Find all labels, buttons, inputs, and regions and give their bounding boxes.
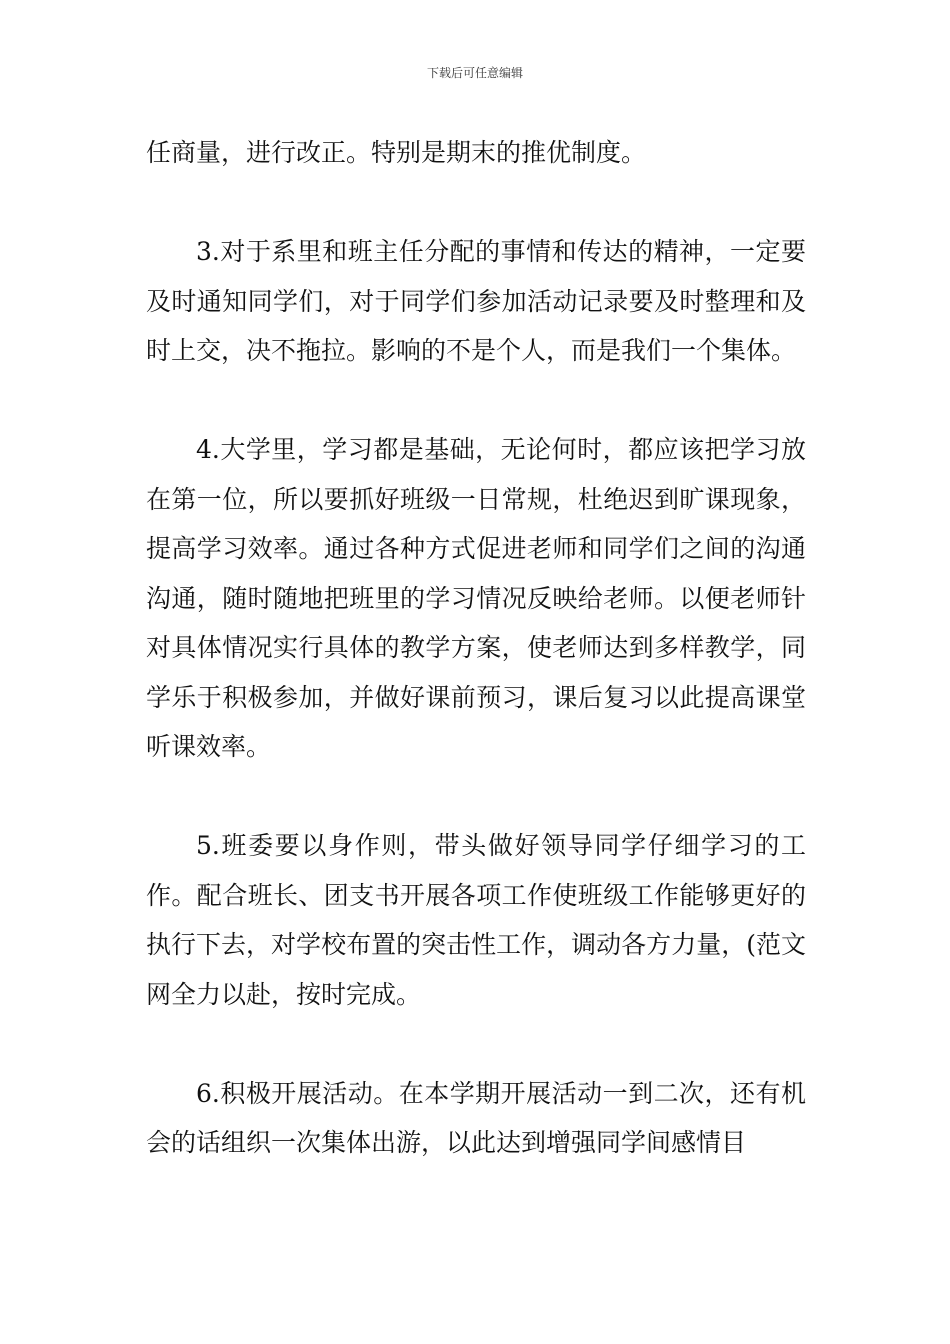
paragraph-item-4: 4.大学里，学习都是基础，无论何时，都应该把学习放在第一位，所以要抓好班级一日常规，杜绝迟到旷课现象，提高学习效率。通过各种方式促进老师和同学们之间的沟通沟通，随时随地把班里的学习情况反映给老师。以便老师针对具体情况实行具体的教学方案，使老师达到多样教学，同学乐于积极参加，并做好课前预习，课后复习以此提高课堂听课效率。 <box>146 435 806 761</box>
page-header-note: 下载后可任意编辑 <box>426 66 523 80</box>
paragraph-item-5: 5.班委要以身作则，带头做好领导同学仔细学习的工作。配合班长、团支书开展各项工作使班级工作能够更好的执行下去，对学校布置的突击性工作，调动各方力量，(范文网全力以赴，按时完成。 <box>146 831 806 1009</box>
paragraph-item-3: 3.对于系里和班主任分配的事情和传达的精神，一定要及时通知同学们，对于同学们参加活动记录要及时整理和及时上交，决不拖拉。影响的不是个人，而是我们一个集体。 <box>146 237 806 365</box>
paragraph-spacer <box>146 178 806 228</box>
paragraph-spacer <box>146 376 806 426</box>
paragraph-spacer <box>146 1019 806 1069</box>
document-body <box>146 128 806 1168</box>
paragraph-spacer <box>146 772 806 822</box>
paragraph-item-6: 6.积极开展活动。在本学期开展活动一到二次，还有机会的话组织一次集体出游，以此达到增强同学间感情目 <box>146 1078 806 1157</box>
paragraph-continuation: 任商量，进行改正。特别是期末的推优制度。 <box>146 138 647 167</box>
